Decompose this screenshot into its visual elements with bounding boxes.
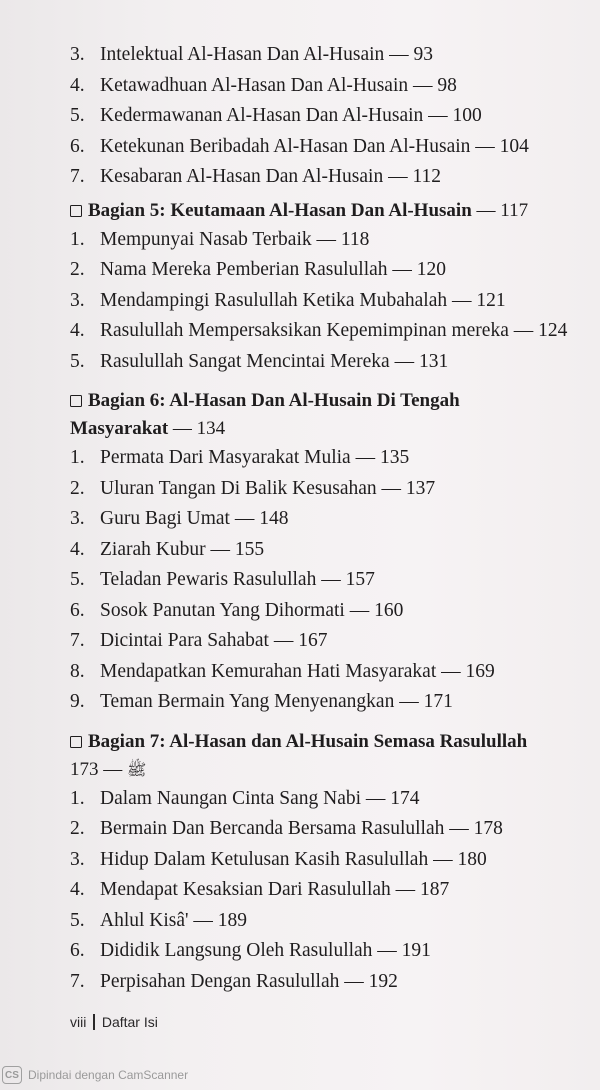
toc-entry [70,535,590,566]
entry-text: Dididik Langsung Oleh Rasulullah — 191 [100,940,431,961]
entry-text: Kesabaran Al-Hasan Dan Al-Husain — 112 [100,166,441,187]
entry-text: Sosok Panutan Yang Dihormati — 160 [100,599,404,621]
section-title: Bagian 5: Keutamaan Al-Hasan Dan Al-Husain [88,199,472,221]
entry-text: Intelektual Al-Hasan Dan Al-Husain — 93 [100,44,434,65]
running-footer-label: Daftar Isi [101,1014,158,1030]
list-section-7 [70,784,590,998]
entry-number: 2. [70,259,85,280]
entry-text: Perpisahan Dengan Rasulullah — 192 [100,970,398,992]
toc-entry [70,565,590,596]
section-title: Bagian 7: Al-Hasan dan Al-Husain Semasa Rasulullah [88,730,528,752]
toc-entry [70,474,590,505]
section-heading-7 [70,728,590,756]
toc-entry [70,255,590,286]
entry-text: Ziarah Kubur — 155 [100,538,265,560]
entry-text: Mendapat Kesaksian Dari Rasulullah — 187 [100,879,450,900]
entry-number: 1. [70,787,85,809]
entry-text: Mendampingi Rasulullah Ketika Mubahalah — 121 [100,289,506,311]
entry-number: 2. [70,477,85,499]
toc-entry [70,347,590,378]
section-heading-6 [70,387,590,415]
toc-entry [70,101,590,132]
entry-text: Dalam Naungan Cinta Sang Nabi — 174 [100,787,420,809]
checkbox-square-icon [70,736,82,748]
toc-entry [70,316,590,347]
page-number: viii [70,1014,87,1030]
toc-entry [70,132,590,163]
entry-text: Guru Bagi Umat — 148 [100,508,289,529]
entry-number: 4. [70,74,85,96]
list-section-5 [70,225,590,378]
entry-text: Ahlul Kisâ' — 189 [100,909,248,931]
toc-entry [70,967,590,998]
entry-text: Nama Mereka Pemberian Rasulullah — 120 [100,259,447,280]
toc-entry [70,906,590,937]
entry-number: 7. [70,630,85,651]
entry-number: 4. [70,538,85,560]
page-footer [70,1014,158,1030]
toc-entry [70,626,590,657]
checkbox-square-icon [70,395,82,407]
section-heading-5 [70,197,590,225]
section-title: Bagian 6: Al-Hasan Dan Al-Husain Di Tengah [88,390,460,411]
toc-entry [70,162,590,193]
toc-entry [70,40,590,71]
entry-number: 6. [70,135,85,157]
list-top [70,40,590,193]
entry-number: 5. [70,909,85,931]
entry-text: Ketekunan Beribadah Al-Hasan Dan Al-Husain — 104 [100,135,529,157]
toc-entry [70,596,590,627]
entry-text: Hidup Dalam Ketulusan Kasih Rasulullah — 180 [100,848,487,870]
list-section-6 [70,443,590,718]
entry-number: 2. [70,818,85,839]
entry-number: 5. [70,569,85,590]
entry-number: 5. [70,350,85,372]
entry-text: Teladan Pewaris Rasulullah — 157 [100,569,375,590]
entry-text: Mempunyai Nasab Terbaik — 118 [100,228,370,250]
section-heading-7-continued [70,756,590,784]
toc-entry [70,687,590,718]
entry-text: Kedermawanan Al-Hasan Dan Al-Husain — 100 [100,105,482,126]
honorific-calligraphy: ﷺ [127,759,147,779]
entry-number: 4. [70,879,85,900]
toc-entry [70,71,590,102]
entry-text: Teman Bermain Yang Menyenangkan — 171 [100,691,453,712]
entry-text: Bermain Dan Bercanda Bersama Rasulullah — 178 [100,818,503,839]
toc-entry [70,875,590,906]
entry-number: 3. [70,44,85,65]
toc-entry [70,286,590,317]
toc-entry [70,845,590,876]
entry-text: Rasulullah Sangat Mencintai Mereka — 131 [100,350,449,372]
entry-number: 7. [70,166,85,187]
entry-text: Uluran Tangan Di Balik Kesusahan — 137 [100,477,436,499]
scanner-watermark [2,1064,188,1086]
entry-number: 1. [70,228,85,250]
entry-number: 4. [70,320,85,341]
entry-number: 6. [70,940,85,961]
toc-entry [70,225,590,256]
toc-entry [70,504,590,535]
entry-text: Dicintai Para Sahabat — 167 [100,630,328,651]
section-page: — 134 [172,418,226,439]
entry-number: 3. [70,289,85,311]
toc-entry [70,784,590,815]
entry-number: 3. [70,508,85,529]
entry-number: 1. [70,447,85,468]
entry-number: 6. [70,599,85,621]
entry-text: Ketawadhuan Al-Hasan Dan Al-Husain — 98 [100,74,457,96]
entry-number: 3. [70,848,85,870]
section-heading-6-continued [70,415,590,443]
footer-divider [93,1014,95,1030]
table-of-contents [70,40,590,997]
section-page: — 117 [476,199,529,221]
entry-number: 7. [70,970,85,992]
toc-entry [70,814,590,845]
toc-entry [70,657,590,688]
section-title-cont: Masyarakat [70,418,169,439]
entry-text: Mendapatkan Kemurahan Hati Masyarakat — 169 [100,660,495,682]
entry-text: Permata Dari Masyarakat Mulia — 135 [100,447,410,468]
checkbox-square-icon [70,205,82,217]
camscanner-logo-icon: CS [2,1066,22,1084]
entry-number: 8. [70,660,85,682]
entry-text: Rasulullah Mempersaksikan Kepemimpinan mereka — 124 [100,320,568,341]
toc-entry [70,936,590,967]
entry-number: 9. [70,691,85,712]
entry-number: 5. [70,105,85,126]
toc-entry [70,443,590,474]
scanner-watermark-text: Dipindai dengan CamScanner [28,1068,189,1082]
section-page: — 173 [70,758,123,780]
